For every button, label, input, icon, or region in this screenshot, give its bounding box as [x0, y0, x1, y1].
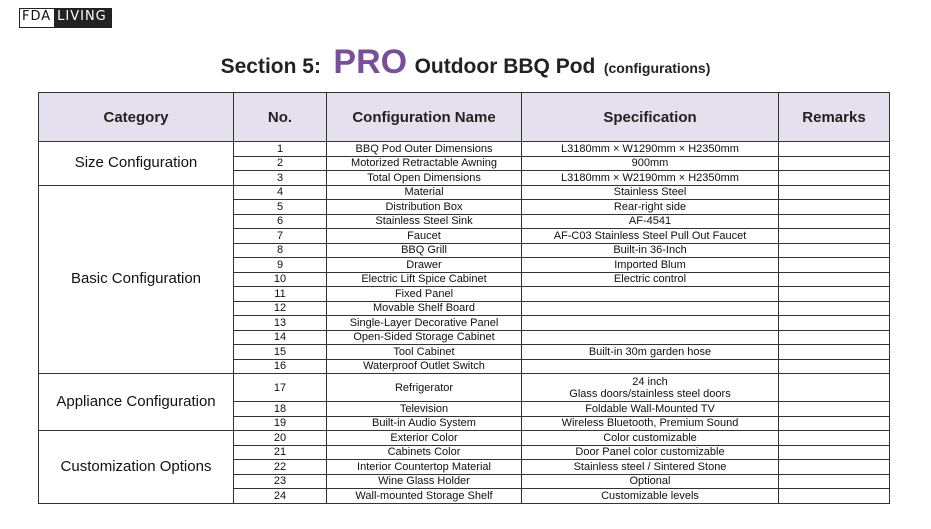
row-spec: L3180mm × W1290mm × H2350mm: [522, 142, 779, 157]
row-name: Tool Cabinet: [327, 345, 522, 360]
row-remarks: [779, 316, 890, 331]
row-no: 18: [234, 402, 327, 417]
row-name: Wine Glass Holder: [327, 474, 522, 489]
row-no: 19: [234, 416, 327, 431]
row-name: Television: [327, 402, 522, 417]
row-name: BBQ Grill: [327, 243, 522, 258]
row-no: 12: [234, 301, 327, 316]
row-name: Faucet: [327, 229, 522, 244]
row-remarks: [779, 445, 890, 460]
row-name: Movable Shelf Board: [327, 301, 522, 316]
row-no: 10: [234, 272, 327, 287]
row-name: Waterproof Outlet Switch: [327, 359, 522, 374]
row-remarks: [779, 243, 890, 258]
row-spec: Wireless Bluetooth, Premium Sound: [522, 416, 779, 431]
header-remarks: Remarks: [779, 93, 890, 142]
row-no: 2: [234, 156, 327, 171]
row-spec: Optional: [522, 474, 779, 489]
row-no: 3: [234, 171, 327, 186]
title-pro: PRO: [333, 43, 408, 81]
row-no: 9: [234, 258, 327, 273]
row-remarks: [779, 171, 890, 186]
table-header-row: [39, 93, 890, 142]
row-spec: Door Panel color customizable: [522, 445, 779, 460]
row-no: 22: [234, 460, 327, 475]
brand-logo: [19, 8, 112, 28]
row-spec-line1: 24 inch: [632, 375, 668, 388]
row-no: 7: [234, 229, 327, 244]
row-no: 20: [234, 431, 327, 446]
row-no: 21: [234, 445, 327, 460]
header-specification: Specification: [522, 93, 779, 142]
row-name: Material: [327, 185, 522, 200]
row-spec: [522, 316, 779, 331]
category-size: Size Configuration: [39, 142, 234, 186]
category-appliance: Appliance Configuration: [39, 374, 234, 431]
row-name: BBQ Pod Outer Dimensions: [327, 142, 522, 157]
row-remarks: [779, 330, 890, 345]
table-row: [39, 431, 890, 446]
category-basic: Basic Configuration: [39, 185, 234, 374]
row-remarks: [779, 345, 890, 360]
row-remarks: [779, 402, 890, 417]
row-remarks: [779, 287, 890, 302]
row-remarks: [779, 258, 890, 273]
row-name: Wall-mounted Storage Shelf: [327, 489, 522, 504]
row-spec: Imported Blum: [522, 258, 779, 273]
row-no: 6: [234, 214, 327, 229]
title-main: Outdoor BBQ Pod: [414, 55, 596, 78]
row-remarks: [779, 272, 890, 287]
header-category: Category: [39, 93, 234, 142]
row-name: Refrigerator: [327, 374, 522, 402]
row-spec: [522, 359, 779, 374]
row-name: Open-Sided Storage Cabinet: [327, 330, 522, 345]
row-spec: L3180mm × W2190mm × H2350mm: [522, 171, 779, 186]
row-name: Total Open Dimensions: [327, 171, 522, 186]
table-row: [39, 374, 890, 402]
row-name: Interior Countertop Material: [327, 460, 522, 475]
row-spec: Customizable levels: [522, 489, 779, 504]
row-no: 5: [234, 200, 327, 215]
row-spec: [522, 287, 779, 302]
row-remarks: [779, 474, 890, 489]
row-no: 1: [234, 142, 327, 157]
logo-text-living: LIVING: [54, 9, 111, 27]
row-no: 16: [234, 359, 327, 374]
title-sub: (configurations): [603, 60, 711, 76]
row-spec: [522, 301, 779, 316]
row-spec: Foldable Wall-Mounted TV: [522, 402, 779, 417]
logo-text-fda: FDA: [20, 9, 54, 27]
row-name: Drawer: [327, 258, 522, 273]
header-no: No.: [234, 93, 327, 142]
title-section: Section 5:: [220, 55, 321, 78]
row-spec: Stainless steel / Sintered Stone: [522, 460, 779, 475]
row-spec: 900mm: [522, 156, 779, 171]
row-remarks: [779, 229, 890, 244]
row-no: 13: [234, 316, 327, 331]
table-row: [39, 185, 890, 200]
row-no: 24: [234, 489, 327, 504]
row-spec: [522, 374, 779, 402]
row-remarks: [779, 460, 890, 475]
row-remarks: [779, 142, 890, 157]
row-remarks: [779, 489, 890, 504]
row-spec: Rear-right side: [522, 200, 779, 215]
row-name: Single-Layer Decorative Panel: [327, 316, 522, 331]
row-no: 17: [234, 374, 327, 402]
row-remarks: [779, 156, 890, 171]
row-name: Motorized Retractable Awning: [327, 156, 522, 171]
row-spec: Electric control: [522, 272, 779, 287]
row-remarks: [779, 359, 890, 374]
row-spec: AF-C03 Stainless Steel Pull Out Faucet: [522, 229, 779, 244]
row-name: Stainless Steel Sink: [327, 214, 522, 229]
row-no: 4: [234, 185, 327, 200]
row-name: Electric Lift Spice Cabinet: [327, 272, 522, 287]
configuration-table: [38, 92, 890, 504]
row-no: 15: [234, 345, 327, 360]
row-remarks: [779, 416, 890, 431]
row-no: 23: [234, 474, 327, 489]
header-configuration-name: Configuration Name: [327, 93, 522, 142]
row-remarks: [779, 214, 890, 229]
row-no: 8: [234, 243, 327, 258]
row-no: 14: [234, 330, 327, 345]
row-remarks: [779, 301, 890, 316]
row-remarks: [779, 374, 890, 402]
row-spec: Stainless Steel: [522, 185, 779, 200]
row-name: Cabinets Color: [327, 445, 522, 460]
row-remarks: [779, 185, 890, 200]
row-spec: Built-in 30m garden hose: [522, 345, 779, 360]
row-spec: Color customizable: [522, 431, 779, 446]
row-name: Fixed Panel: [327, 287, 522, 302]
row-spec: AF-4541: [522, 214, 779, 229]
row-spec-line2: Glass doors/stainless steel doors: [569, 387, 731, 400]
category-customization: Customization Options: [39, 431, 234, 504]
row-spec: Built-in 36-Inch: [522, 243, 779, 258]
row-name: Built-in Audio System: [327, 416, 522, 431]
table-row: [39, 142, 890, 157]
page-title: [0, 43, 931, 82]
row-no: 11: [234, 287, 327, 302]
row-spec: [522, 330, 779, 345]
row-remarks: [779, 431, 890, 446]
row-remarks: [779, 200, 890, 215]
row-name: Exterior Color: [327, 431, 522, 446]
row-name: Distribution Box: [327, 200, 522, 215]
